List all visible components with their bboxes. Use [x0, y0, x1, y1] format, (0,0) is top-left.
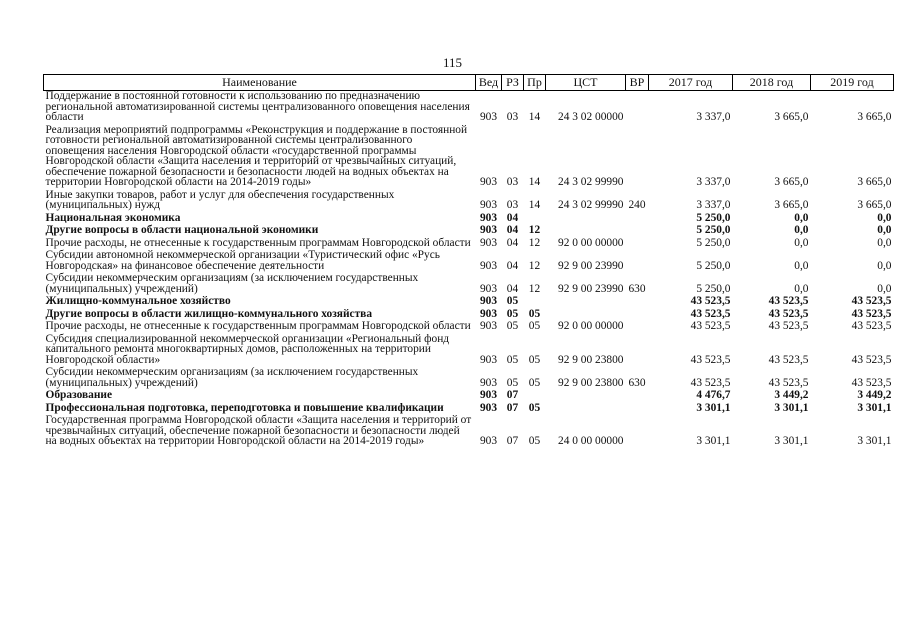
cell-pr: 05: [528, 401, 541, 414]
cell-y2017: 3 301,1: [696, 401, 731, 414]
cell-y2018: 43 523,5: [768, 376, 809, 389]
cell-y2017: 5 250,0: [696, 211, 731, 224]
cell-pr: 05: [528, 435, 541, 447]
cell-pr: [524, 296, 546, 309]
cell-y2018: 0,0: [794, 224, 809, 236]
cell-vr: [626, 225, 649, 238]
cell-pr: 05: [528, 376, 541, 389]
cell-ved: 903: [479, 320, 498, 332]
table-row: [44, 225, 894, 238]
cell-y2019: 0,0: [877, 259, 892, 272]
cell-rz: 07: [506, 401, 519, 414]
cell-ved: 903: [479, 176, 498, 188]
cell-rz: 03: [506, 111, 519, 123]
cell-vr: [626, 390, 649, 403]
cell-rz: 05: [506, 353, 519, 366]
cell-cst: 92 9 00 23990: [558, 282, 624, 295]
cell-cst: 92 0 00 00000: [558, 320, 624, 332]
cell-name: Жилищно-коммунальное хозяйство: [45, 295, 231, 307]
cell-cst: 24 3 02 00000: [558, 111, 624, 123]
cell-cst: 92 0 00 00000: [558, 236, 624, 249]
cell-cst: 92 9 00 23990: [558, 259, 624, 272]
cell-vr: [626, 309, 649, 322]
cell-name: Образование: [45, 389, 113, 401]
cell-y2018: 3 301,1: [774, 435, 809, 447]
cell-vr: 240: [628, 199, 646, 211]
header-ved: Вед: [476, 75, 502, 91]
cell-vr: [626, 213, 649, 226]
cell-cst: [546, 403, 626, 416]
cell-y2017: 5 250,0: [696, 236, 731, 249]
cell-cst: 92 9 00 23800: [558, 376, 624, 389]
cell-y2019: 0,0: [877, 211, 892, 224]
cell-name: Реализация мероприятий подпрограммы «Реконструкция и поддержание в постоянной готовности региональной автоматизированной системы централизованного оповещения населения Новгородской области «государственной программы Новгородской области «Защита населения и территорий от чрезвычайных ситуаций, обеспечение пожарной безопасности и безопасности людей на водных объектах на территории Новгородской области на 2014-2019 годы»: [45, 123, 468, 188]
cell-rz: 03: [506, 199, 519, 211]
cell-y2019: 43 523,5: [851, 320, 892, 332]
cell-vr: [626, 238, 649, 251]
cell-cst: [546, 225, 626, 238]
cell-y2017: 5 250,0: [696, 224, 731, 236]
cell-y2018: 0,0: [794, 236, 809, 249]
cell-y2019: 43 523,5: [851, 307, 892, 320]
cell-y2019: 43 523,5: [851, 295, 892, 307]
cell-y2019: 0,0: [877, 282, 892, 295]
cell-name: Иные закупки товаров, работ и услуг для обеспечения государственных (муниципальных) нужд: [45, 188, 395, 211]
header-pr: Пр: [524, 75, 546, 91]
header-cst: ЦСТ: [546, 75, 626, 91]
cell-rz: 05: [506, 320, 519, 332]
cell-y2017: 43 523,5: [690, 320, 731, 332]
cell-y2018: 3 665,0: [774, 176, 809, 188]
cell-pr: 12: [528, 224, 541, 236]
table-row: [44, 367, 894, 390]
cell-pr: 05: [528, 353, 541, 366]
cell-pr: 12: [528, 236, 541, 249]
cell-y2019: 3 665,0: [857, 176, 892, 188]
header-2019: 2019 год: [811, 75, 894, 91]
cell-vr: [626, 250, 649, 273]
cell-y2017: 4 476,7: [696, 389, 731, 401]
cell-pr: 12: [528, 282, 541, 295]
table-row: [44, 390, 894, 403]
cell-y2017: 43 523,5: [690, 376, 731, 389]
cell-cst: [546, 296, 626, 309]
cell-ved: 903: [479, 111, 498, 123]
cell-name: Национальная экономика: [45, 211, 181, 224]
cell-y2019: 3 301,1: [857, 401, 892, 414]
header-2018: 2018 год: [733, 75, 811, 91]
cell-y2019: 43 523,5: [851, 353, 892, 366]
cell-ved: 903: [479, 376, 498, 389]
table-row: [44, 125, 894, 190]
cell-rz: 05: [506, 295, 519, 307]
cell-rz: 04: [506, 224, 519, 236]
cell-y2018: 43 523,5: [768, 307, 809, 320]
cell-rz: 04: [506, 211, 519, 224]
cell-name: Профессиональная подготовка, переподготовка и повышение квалификации: [45, 401, 444, 414]
cell-name: Субсидии некоммерческим организациям (за исключением государственных (муниципальных) учреждений): [45, 366, 419, 389]
cell-y2019: 3 665,0: [857, 199, 892, 211]
cell-y2018: 0,0: [794, 259, 809, 272]
header-rz: РЗ: [502, 75, 524, 91]
cell-cst: 92 9 00 23800: [558, 353, 624, 366]
table-row: [44, 91, 894, 125]
cell-ved: 903: [479, 401, 498, 414]
cell-y2017: 5 250,0: [696, 282, 731, 295]
cell-ved: 903: [479, 236, 498, 249]
cell-y2018: 43 523,5: [768, 295, 809, 307]
header-name: Наименование: [44, 75, 476, 91]
cell-y2017: 3 337,0: [696, 176, 731, 188]
cell-name: Субсидия специализированной некоммерческой организации «Региональный фонд капитального ремонта многоквартирных домов, расположенных на территории Новгородской области»: [45, 332, 450, 366]
table-row: [44, 334, 894, 368]
cell-vr: 630: [628, 282, 646, 295]
cell-rz: 04: [506, 259, 519, 272]
cell-y2018: 0,0: [794, 282, 809, 295]
table-row: [44, 190, 894, 213]
cell-name: Субсидии автономной некоммерческой организации «Туристический офис «Русь Новгородская» на финансовое обеспечение деятельности: [45, 249, 440, 272]
cell-pr: 14: [528, 176, 541, 188]
cell-ved: 903: [479, 199, 498, 211]
cell-vr: [626, 321, 649, 334]
cell-rz: 04: [506, 236, 519, 249]
cell-y2018: 3 665,0: [774, 199, 809, 211]
cell-ved: 903: [479, 389, 498, 401]
header-2017: 2017 год: [649, 75, 733, 91]
cell-y2018: 3 449,2: [774, 389, 809, 401]
cell-y2018: 43 523,5: [768, 353, 809, 366]
cell-ved: 903: [479, 259, 498, 272]
cell-y2019: 3 449,2: [857, 389, 892, 401]
budget-table: [43, 74, 894, 449]
cell-pr: 05: [528, 320, 541, 332]
cell-ved: 903: [479, 307, 498, 320]
cell-y2019: 43 523,5: [851, 376, 892, 389]
table-row: [44, 321, 894, 334]
table-row: [44, 296, 894, 309]
cell-y2017: 3 337,0: [696, 111, 731, 123]
cell-ved: 903: [479, 435, 498, 447]
cell-name: Прочие расходы, не отнесенные к государственным программам Новгородской области: [45, 320, 471, 332]
cell-vr: [626, 403, 649, 416]
cell-rz: 07: [506, 389, 519, 401]
cell-y2019: 0,0: [877, 236, 892, 249]
table-row: [44, 273, 894, 296]
cell-y2017: 43 523,5: [690, 307, 731, 320]
cell-pr: 12: [528, 259, 541, 272]
cell-y2018: 3 665,0: [774, 111, 809, 123]
cell-ved: 903: [479, 353, 498, 366]
cell-cst: 24 3 02 99990: [558, 176, 624, 188]
page-number: 115: [442, 55, 463, 70]
cell-pr: 05: [528, 307, 541, 320]
cell-vr: [626, 125, 649, 190]
cell-vr: [626, 296, 649, 309]
cell-vr: [626, 91, 649, 125]
cell-rz: 05: [506, 307, 519, 320]
table-row: [44, 415, 894, 449]
cell-cst: 24 3 02 99990: [558, 199, 624, 211]
cell-vr: [626, 334, 649, 368]
cell-name: Государственная программа Новгородской области «Защита населения и территорий от чрезвычайных ситуаций, обеспечение пожарной безопасности и безопасности людей на водных объектах на территории Новгородской области на 2014-2019 годы»: [45, 414, 472, 447]
cell-name: Поддержание в постоянной готовности к использованию по предназначению региональной автоматизированной системы централизованного оповещения населения области: [45, 90, 470, 123]
cell-y2018: 0,0: [794, 211, 809, 224]
cell-y2019: 0,0: [877, 224, 892, 236]
cell-ved: 903: [479, 295, 498, 307]
cell-y2019: 3 665,0: [857, 111, 892, 123]
cell-pr: [524, 390, 546, 403]
cell-ved: 903: [479, 211, 498, 224]
cell-y2018: 3 301,1: [774, 401, 809, 414]
cell-ved: 903: [479, 224, 498, 236]
cell-ved: 903: [479, 282, 498, 295]
cell-rz: 03: [506, 176, 519, 188]
cell-y2017: 3 301,1: [696, 435, 731, 447]
cell-rz: 05: [506, 376, 519, 389]
table-body: [44, 91, 894, 449]
cell-name: Другие вопросы в области жилищно-коммунального хозяйства: [45, 307, 373, 320]
cell-pr: 14: [528, 199, 541, 211]
cell-y2017: 43 523,5: [690, 295, 731, 307]
cell-name: Другие вопросы в области национальной экономики: [45, 224, 319, 236]
cell-rz: 07: [506, 435, 519, 447]
cell-y2017: 5 250,0: [696, 259, 731, 272]
table-row: [44, 250, 894, 273]
cell-pr: 14: [528, 111, 541, 123]
cell-y2019: 3 301,1: [857, 435, 892, 447]
cell-y2017: 3 337,0: [696, 199, 731, 211]
cell-cst: [546, 390, 626, 403]
header-vr: ВР: [626, 75, 649, 91]
cell-name: Прочие расходы, не отнесенные к государственным программам Новгородской области: [45, 236, 471, 249]
cell-y2017: 43 523,5: [690, 353, 731, 366]
cell-vr: 630: [628, 376, 646, 389]
table-header-row: [44, 75, 894, 91]
cell-cst: 24 0 00 00000: [558, 435, 624, 447]
cell-cst: [546, 213, 626, 226]
cell-name: Субсидии некоммерческим организациям (за исключением государственных (муниципальных) учреждений): [45, 272, 419, 295]
cell-vr: [626, 415, 649, 449]
cell-y2018: 43 523,5: [768, 320, 809, 332]
cell-rz: 04: [506, 282, 519, 295]
